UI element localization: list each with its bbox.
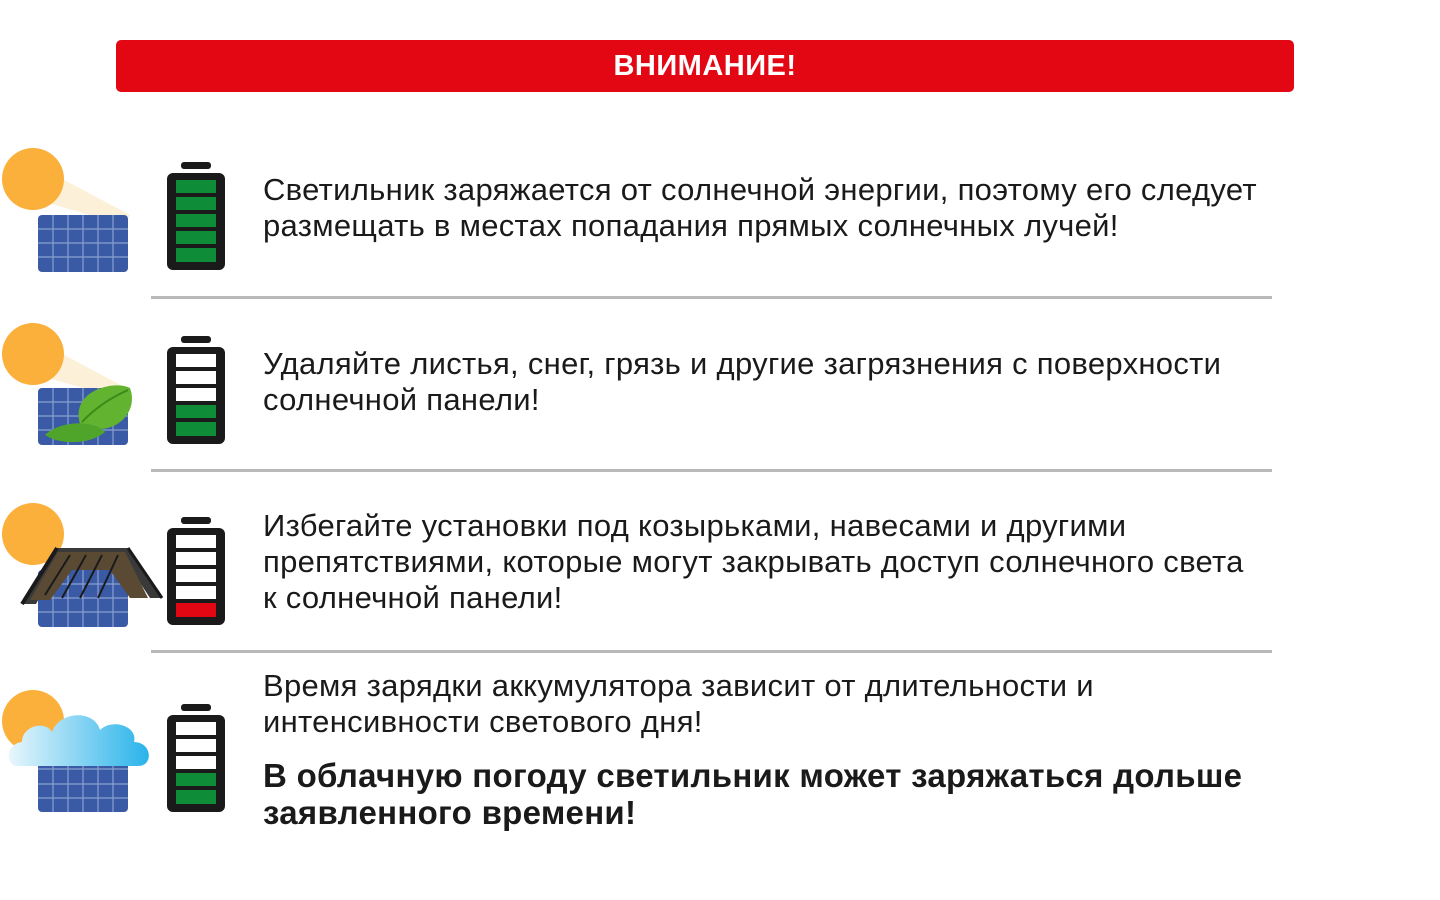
battery-full-icon (164, 160, 228, 273)
battery-critical-icon (164, 515, 228, 628)
sun-solar-panel-cloud-icon (0, 686, 160, 816)
row-1-text: Светильник заряжается от солнечной энергии, поэтому его следует размещать в местах попадания прямых солнечных лучей! (263, 172, 1257, 243)
row-2-text: Удаляйте листья, снег, грязь и другие загрязнения с поверхности солнечной панели! (263, 346, 1222, 417)
battery-low-icon (164, 334, 228, 447)
sun-solar-panel-icon (0, 145, 135, 275)
battery-low-icon-2 (164, 702, 228, 815)
divider-2 (151, 469, 1272, 472)
divider-3 (151, 650, 1272, 653)
row-4-note: В облачную погоду светильник может заряжаться дольше заявленного времени! (263, 757, 1243, 831)
warning-banner (116, 40, 1294, 92)
row-3-text: Избегайте установки под козырьками, навесами и другими препятствиями, которые могут закрывать доступ солнечного света к солнечной панели! (263, 508, 1244, 615)
sun-solar-panel-leaves-icon (0, 320, 140, 450)
sun-solar-panel-roof-icon (0, 500, 165, 630)
warning-title: ВНИМАНИЕ! (613, 49, 797, 82)
row-4-text: Время зарядки аккумулятора зависит от длительности и интенсивности светового дня! (263, 668, 1094, 739)
divider-1 (151, 296, 1272, 299)
